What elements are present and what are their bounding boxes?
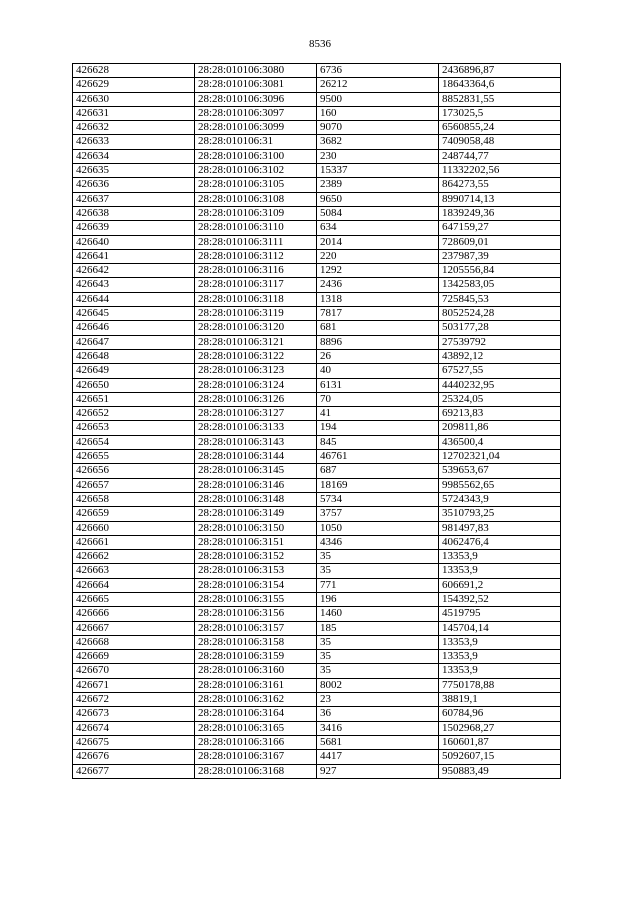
- row-id-cell: 426652: [73, 407, 195, 421]
- cadastral-number-cell: 28:28:010106:3100: [195, 149, 317, 163]
- value-cell: 13353,9: [439, 550, 561, 564]
- cadastral-number-cell: 28:28:010106:3123: [195, 364, 317, 378]
- table-row: [73, 235, 561, 249]
- row-id-cell: 426661: [73, 535, 195, 549]
- table-body: [73, 64, 561, 779]
- table-row: [73, 564, 561, 578]
- table-row: [73, 550, 561, 564]
- value-cell: 11332202,56: [439, 164, 561, 178]
- cadastral-number-cell: 28:28:010106:3096: [195, 92, 317, 106]
- row-id-cell: 426648: [73, 349, 195, 363]
- area-cell: 40: [317, 364, 439, 378]
- value-cell: 27539792: [439, 335, 561, 349]
- area-cell: 220: [317, 249, 439, 263]
- row-id-cell: 426629: [73, 78, 195, 92]
- value-cell: 864273,55: [439, 178, 561, 192]
- area-cell: 771: [317, 578, 439, 592]
- area-cell: 4417: [317, 750, 439, 764]
- area-cell: 15337: [317, 164, 439, 178]
- row-id-cell: 426662: [73, 550, 195, 564]
- value-cell: 160601,87: [439, 735, 561, 749]
- area-cell: 4346: [317, 535, 439, 549]
- row-id-cell: 426646: [73, 321, 195, 335]
- area-cell: 2014: [317, 235, 439, 249]
- value-cell: 8852831,55: [439, 92, 561, 106]
- cadastral-number-cell: 28:28:010106:3120: [195, 321, 317, 335]
- area-cell: 185: [317, 621, 439, 635]
- value-cell: 38819,1: [439, 693, 561, 707]
- area-cell: 1460: [317, 607, 439, 621]
- row-id-cell: 426635: [73, 164, 195, 178]
- row-id-cell: 426647: [73, 335, 195, 349]
- cadastral-number-cell: 28:28:010106:3149: [195, 507, 317, 521]
- area-cell: 7817: [317, 307, 439, 321]
- cadastral-number-cell: 28:28:010106:3110: [195, 221, 317, 235]
- cadastral-number-cell: 28:28:010106:3097: [195, 106, 317, 120]
- row-id-cell: 426665: [73, 592, 195, 606]
- value-cell: 60784,96: [439, 707, 561, 721]
- area-cell: 194: [317, 421, 439, 435]
- row-id-cell: 426643: [73, 278, 195, 292]
- cadastral-number-cell: 28:28:010106:3124: [195, 378, 317, 392]
- table-row: [73, 707, 561, 721]
- value-cell: 154392,52: [439, 592, 561, 606]
- table-row: [73, 693, 561, 707]
- value-cell: 9985562,65: [439, 478, 561, 492]
- area-cell: 5084: [317, 206, 439, 220]
- table-row: [73, 650, 561, 664]
- table-row: [73, 64, 561, 78]
- row-id-cell: 426660: [73, 521, 195, 535]
- row-id-cell: 426651: [73, 392, 195, 406]
- value-cell: 12702321,04: [439, 450, 561, 464]
- row-id-cell: 426638: [73, 206, 195, 220]
- table-row: [73, 221, 561, 235]
- value-cell: 647159,27: [439, 221, 561, 235]
- row-id-cell: 426639: [73, 221, 195, 235]
- cadastral-number-cell: 28:28:010106:3161: [195, 678, 317, 692]
- value-cell: 4519795: [439, 607, 561, 621]
- row-id-cell: 426644: [73, 292, 195, 306]
- table-row: [73, 721, 561, 735]
- cadastral-number-cell: 28:28:010106:3158: [195, 635, 317, 649]
- cadastral-number-cell: 28:28:010106:31: [195, 135, 317, 149]
- value-cell: 237987,39: [439, 249, 561, 263]
- row-id-cell: 426654: [73, 435, 195, 449]
- row-id-cell: 426657: [73, 478, 195, 492]
- row-id-cell: 426645: [73, 307, 195, 321]
- value-cell: 18643364,6: [439, 78, 561, 92]
- cadastral-number-cell: 28:28:010106:3168: [195, 764, 317, 778]
- cadastral-number-cell: 28:28:010106:3102: [195, 164, 317, 178]
- table-row: [73, 464, 561, 478]
- cadastral-number-cell: 28:28:010106:3154: [195, 578, 317, 592]
- area-cell: 1318: [317, 292, 439, 306]
- row-id-cell: 426640: [73, 235, 195, 249]
- area-cell: 1292: [317, 264, 439, 278]
- cadastral-number-cell: 28:28:010106:3151: [195, 535, 317, 549]
- value-cell: 145704,14: [439, 621, 561, 635]
- cadastral-number-cell: 28:28:010106:3111: [195, 235, 317, 249]
- value-cell: 248744,77: [439, 149, 561, 163]
- row-id-cell: 426663: [73, 564, 195, 578]
- cadastral-number-cell: 28:28:010106:3112: [195, 249, 317, 263]
- table-row: [73, 621, 561, 635]
- cadastral-number-cell: 28:28:010106:3122: [195, 349, 317, 363]
- cadastral-number-cell: 28:28:010106:3143: [195, 435, 317, 449]
- table-row: [73, 149, 561, 163]
- row-id-cell: 426656: [73, 464, 195, 478]
- value-cell: 950883,49: [439, 764, 561, 778]
- value-cell: 43892,12: [439, 349, 561, 363]
- row-id-cell: 426664: [73, 578, 195, 592]
- area-cell: 230: [317, 149, 439, 163]
- table-row: [73, 735, 561, 749]
- row-id-cell: 426642: [73, 264, 195, 278]
- area-cell: 5734: [317, 492, 439, 506]
- row-id-cell: 426628: [73, 64, 195, 78]
- table-row: [73, 78, 561, 92]
- value-cell: 69213,83: [439, 407, 561, 421]
- row-id-cell: 426667: [73, 621, 195, 635]
- cadastral-number-cell: 28:28:010106:3164: [195, 707, 317, 721]
- area-cell: 35: [317, 650, 439, 664]
- cadastral-number-cell: 28:28:010106:3081: [195, 78, 317, 92]
- row-id-cell: 426672: [73, 693, 195, 707]
- cadastral-number-cell: 28:28:010106:3133: [195, 421, 317, 435]
- row-id-cell: 426636: [73, 178, 195, 192]
- value-cell: 2436896,87: [439, 64, 561, 78]
- value-cell: 13353,9: [439, 635, 561, 649]
- table-row: [73, 121, 561, 135]
- table-row: [73, 678, 561, 692]
- area-cell: 160: [317, 106, 439, 120]
- area-cell: 5681: [317, 735, 439, 749]
- table-row: [73, 206, 561, 220]
- value-cell: 539653,67: [439, 464, 561, 478]
- cadastral-number-cell: 28:28:010106:3166: [195, 735, 317, 749]
- area-cell: 26: [317, 349, 439, 363]
- value-cell: 606691,2: [439, 578, 561, 592]
- row-id-cell: 426634: [73, 149, 195, 163]
- area-cell: 9070: [317, 121, 439, 135]
- row-id-cell: 426668: [73, 635, 195, 649]
- value-cell: 8990714,13: [439, 192, 561, 206]
- area-cell: 41: [317, 407, 439, 421]
- table-row: [73, 264, 561, 278]
- value-cell: 7750178,88: [439, 678, 561, 692]
- table-row: [73, 292, 561, 306]
- cadastral-number-cell: 28:28:010106:3159: [195, 650, 317, 664]
- value-cell: 5724343,9: [439, 492, 561, 506]
- cadastral-number-cell: 28:28:010106:3118: [195, 292, 317, 306]
- area-cell: 8896: [317, 335, 439, 349]
- cadastral-number-cell: 28:28:010106:3127: [195, 407, 317, 421]
- value-cell: 503177,28: [439, 321, 561, 335]
- area-cell: 35: [317, 564, 439, 578]
- cadastral-number-cell: 28:28:010106:3109: [195, 206, 317, 220]
- table-row: [73, 607, 561, 621]
- cadastral-number-cell: 28:28:010106:3080: [195, 64, 317, 78]
- table-row: [73, 178, 561, 192]
- cadastral-number-cell: 28:28:010106:3146: [195, 478, 317, 492]
- table-row: [73, 507, 561, 521]
- row-id-cell: 426671: [73, 678, 195, 692]
- table-row: [73, 135, 561, 149]
- row-id-cell: 426637: [73, 192, 195, 206]
- table-row: [73, 378, 561, 392]
- table-row: [73, 349, 561, 363]
- cadastral-number-cell: 28:28:010106:3150: [195, 521, 317, 535]
- area-cell: 46761: [317, 450, 439, 464]
- row-id-cell: 426650: [73, 378, 195, 392]
- cadastral-number-cell: 28:28:010106:3145: [195, 464, 317, 478]
- cadastral-number-cell: 28:28:010106:3126: [195, 392, 317, 406]
- cadastral-number-cell: 28:28:010106:3165: [195, 721, 317, 735]
- table-row: [73, 450, 561, 464]
- row-id-cell: 426666: [73, 607, 195, 621]
- area-cell: 687: [317, 464, 439, 478]
- cadastral-number-cell: 28:28:010106:3119: [195, 307, 317, 321]
- value-cell: 1342583,05: [439, 278, 561, 292]
- value-cell: 3510793,25: [439, 507, 561, 521]
- table-row: [73, 492, 561, 506]
- value-cell: 13353,9: [439, 650, 561, 664]
- area-cell: 2436: [317, 278, 439, 292]
- table-row: [73, 164, 561, 178]
- value-cell: 4062476,4: [439, 535, 561, 549]
- area-cell: 9650: [317, 192, 439, 206]
- table-row: [73, 535, 561, 549]
- table-row: [73, 106, 561, 120]
- area-cell: 2389: [317, 178, 439, 192]
- table-row: [73, 435, 561, 449]
- row-id-cell: 426677: [73, 764, 195, 778]
- page-number: 8536: [309, 38, 331, 50]
- table-row: [73, 335, 561, 349]
- value-cell: 1502968,27: [439, 721, 561, 735]
- area-cell: 6131: [317, 378, 439, 392]
- table-row: [73, 635, 561, 649]
- row-id-cell: 426658: [73, 492, 195, 506]
- row-id-cell: 426673: [73, 707, 195, 721]
- value-cell: 67527,55: [439, 364, 561, 378]
- table-row: [73, 592, 561, 606]
- value-cell: 728609,01: [439, 235, 561, 249]
- row-id-cell: 426670: [73, 664, 195, 678]
- value-cell: 5092607,15: [439, 750, 561, 764]
- row-id-cell: 426630: [73, 92, 195, 106]
- area-cell: 26212: [317, 78, 439, 92]
- cadastral-number-cell: 28:28:010106:3117: [195, 278, 317, 292]
- table-row: [73, 421, 561, 435]
- area-cell: 3682: [317, 135, 439, 149]
- cadastral-number-cell: 28:28:010106:3152: [195, 550, 317, 564]
- area-cell: 70: [317, 392, 439, 406]
- area-cell: 36: [317, 707, 439, 721]
- table-row: [73, 278, 561, 292]
- cadastral-number-cell: 28:28:010106:3148: [195, 492, 317, 506]
- table-row: [73, 764, 561, 778]
- table-row: [73, 92, 561, 106]
- value-cell: 13353,9: [439, 664, 561, 678]
- value-cell: 173025,5: [439, 106, 561, 120]
- area-cell: 681: [317, 321, 439, 335]
- area-cell: 845: [317, 435, 439, 449]
- row-id-cell: 426676: [73, 750, 195, 764]
- area-cell: 8002: [317, 678, 439, 692]
- row-id-cell: 426631: [73, 106, 195, 120]
- value-cell: 981497,83: [439, 521, 561, 535]
- area-cell: 6736: [317, 64, 439, 78]
- row-id-cell: 426649: [73, 364, 195, 378]
- area-cell: 927: [317, 764, 439, 778]
- cadastral-number-cell: 28:28:010106:3116: [195, 264, 317, 278]
- table-row: [73, 249, 561, 263]
- area-cell: 3416: [317, 721, 439, 735]
- table-row: [73, 578, 561, 592]
- cadastral-number-cell: 28:28:010106:3157: [195, 621, 317, 635]
- cadastral-number-cell: 28:28:010106:3155: [195, 592, 317, 606]
- value-cell: 25324,05: [439, 392, 561, 406]
- value-cell: 725845,53: [439, 292, 561, 306]
- row-id-cell: 426633: [73, 135, 195, 149]
- table-row: [73, 750, 561, 764]
- table-row: [73, 478, 561, 492]
- area-cell: 1050: [317, 521, 439, 535]
- cadastral-number-cell: 28:28:010106:3156: [195, 607, 317, 621]
- table-row: [73, 521, 561, 535]
- area-cell: 35: [317, 635, 439, 649]
- area-cell: 18169: [317, 478, 439, 492]
- row-id-cell: 426675: [73, 735, 195, 749]
- table-row: [73, 364, 561, 378]
- area-cell: 35: [317, 550, 439, 564]
- row-id-cell: 426632: [73, 121, 195, 135]
- cadastral-number-cell: 28:28:010106:3099: [195, 121, 317, 135]
- value-cell: 6560855,24: [439, 121, 561, 135]
- value-cell: 436500,4: [439, 435, 561, 449]
- area-cell: 196: [317, 592, 439, 606]
- value-cell: 7409058,48: [439, 135, 561, 149]
- cadastral-number-cell: 28:28:010106:3167: [195, 750, 317, 764]
- table-row: [73, 192, 561, 206]
- cadastral-number-cell: 28:28:010106:3108: [195, 192, 317, 206]
- value-cell: 8052524,28: [439, 307, 561, 321]
- row-id-cell: 426641: [73, 249, 195, 263]
- cadastral-number-cell: 28:28:010106:3162: [195, 693, 317, 707]
- area-cell: 23: [317, 693, 439, 707]
- data-table: [72, 63, 561, 779]
- value-cell: 209811,86: [439, 421, 561, 435]
- row-id-cell: 426674: [73, 721, 195, 735]
- table-row: [73, 664, 561, 678]
- cadastral-number-cell: 28:28:010106:3144: [195, 450, 317, 464]
- table-row: [73, 407, 561, 421]
- value-cell: 4440232,95: [439, 378, 561, 392]
- row-id-cell: 426659: [73, 507, 195, 521]
- cadastral-number-cell: 28:28:010106:3121: [195, 335, 317, 349]
- table-row: [73, 321, 561, 335]
- row-id-cell: 426653: [73, 421, 195, 435]
- value-cell: 1205556,84: [439, 264, 561, 278]
- value-cell: 1839249,36: [439, 206, 561, 220]
- table-row: [73, 392, 561, 406]
- row-id-cell: 426669: [73, 650, 195, 664]
- cadastral-number-cell: 28:28:010106:3153: [195, 564, 317, 578]
- cadastral-number-cell: 28:28:010106:3160: [195, 664, 317, 678]
- area-cell: 35: [317, 664, 439, 678]
- table-row: [73, 307, 561, 321]
- value-cell: 13353,9: [439, 564, 561, 578]
- area-cell: 634: [317, 221, 439, 235]
- area-cell: 3757: [317, 507, 439, 521]
- cadastral-number-cell: 28:28:010106:3105: [195, 178, 317, 192]
- row-id-cell: 426655: [73, 450, 195, 464]
- area-cell: 9500: [317, 92, 439, 106]
